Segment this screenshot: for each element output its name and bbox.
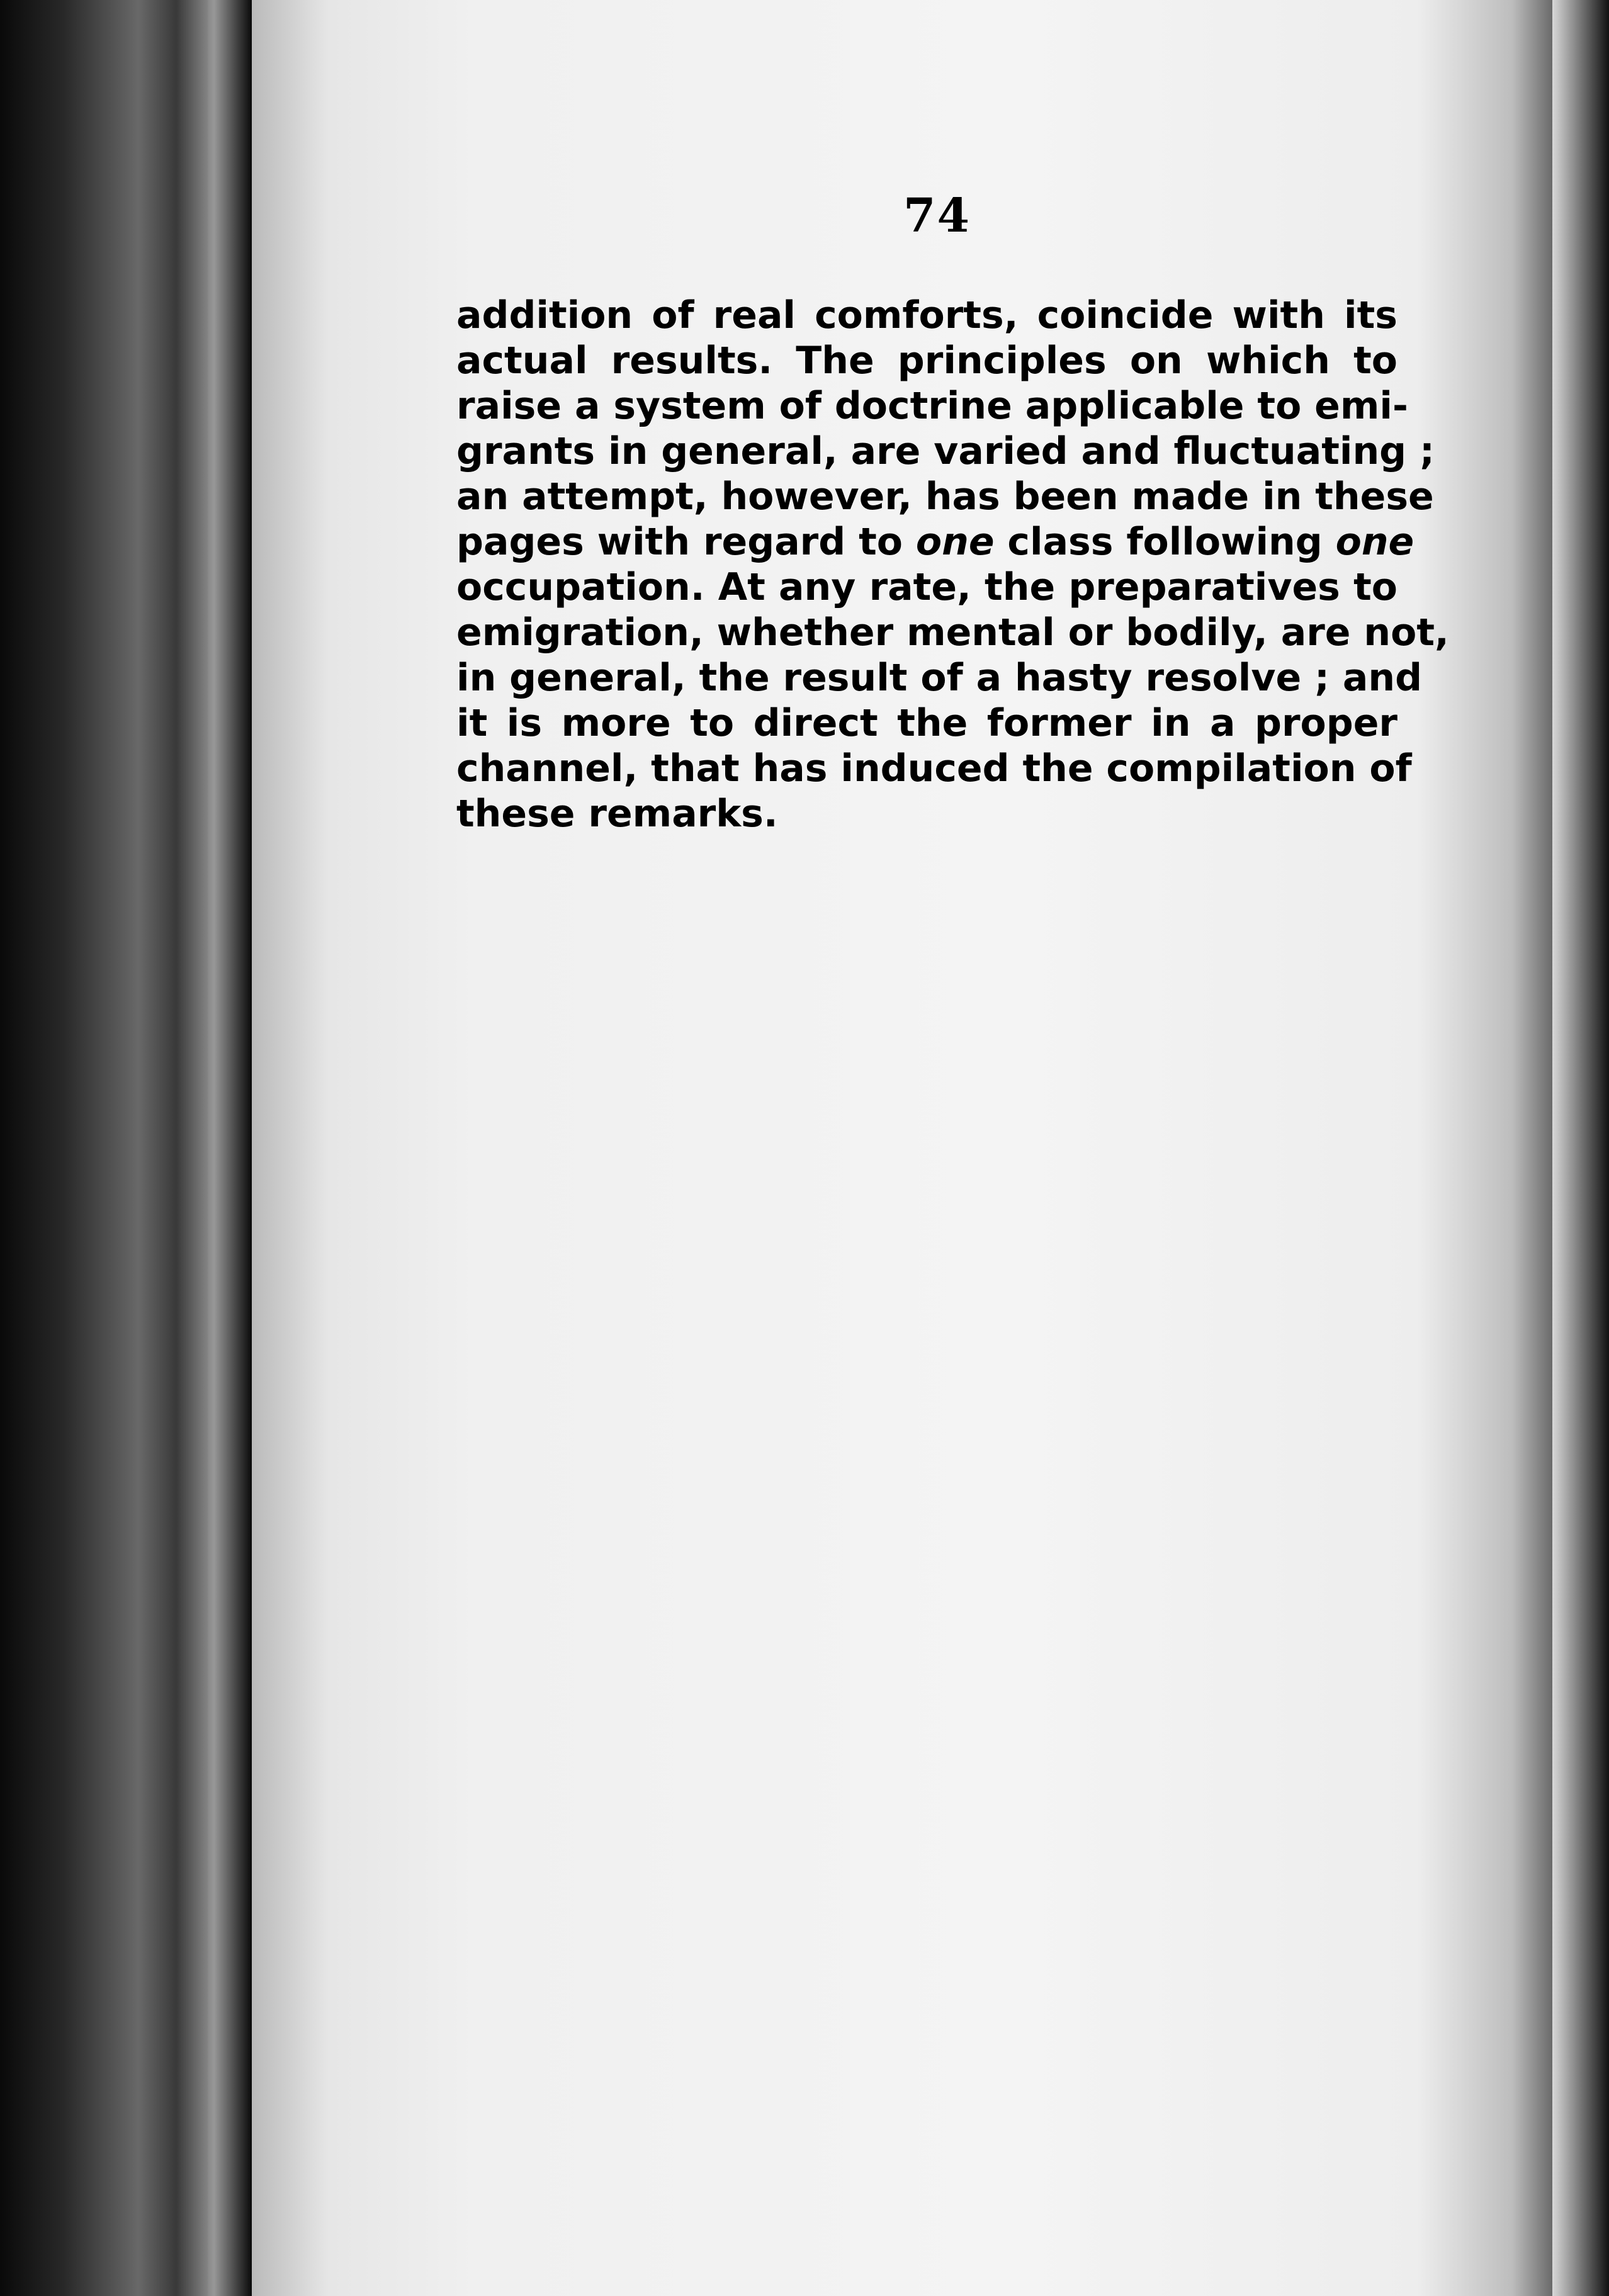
body-text xyxy=(456,293,1449,836)
text-line: occupation. At any rate, the preparatives to xyxy=(456,565,1397,609)
text-line: addition of real comforts, coincide with its xyxy=(456,293,1397,337)
text-line: it is more to direct the former in a proper xyxy=(456,701,1397,745)
text-fragment: pages with regard to xyxy=(456,520,916,564)
emphasized-word: one xyxy=(915,520,995,564)
text-fragment: class following xyxy=(994,520,1336,564)
text-line: channel, that has induced the compilation of xyxy=(456,746,1412,791)
bleed-through-text xyxy=(434,824,1404,2096)
text-line: emigration, whether mental or bodily, are not, xyxy=(456,611,1449,655)
text-line: in general, the result of a hasty resolve ; and xyxy=(456,656,1423,700)
text-line: grants in general, are varied and fluctuating ; xyxy=(456,429,1435,473)
text-line: an attempt, however, has been made in these xyxy=(456,475,1434,519)
text-line: actual results. The principles on which to xyxy=(456,339,1397,383)
page-right-edge xyxy=(1552,0,1609,2296)
text-line: raise a system of doctrine applicable to emi- xyxy=(456,384,1408,428)
page-number: 74 xyxy=(903,189,971,243)
emphasized-word: one xyxy=(1335,520,1414,564)
text-line-with-emphasis xyxy=(456,519,1414,565)
text-line: these remarks. xyxy=(456,792,778,836)
book-gutter-shadow xyxy=(0,0,252,2296)
